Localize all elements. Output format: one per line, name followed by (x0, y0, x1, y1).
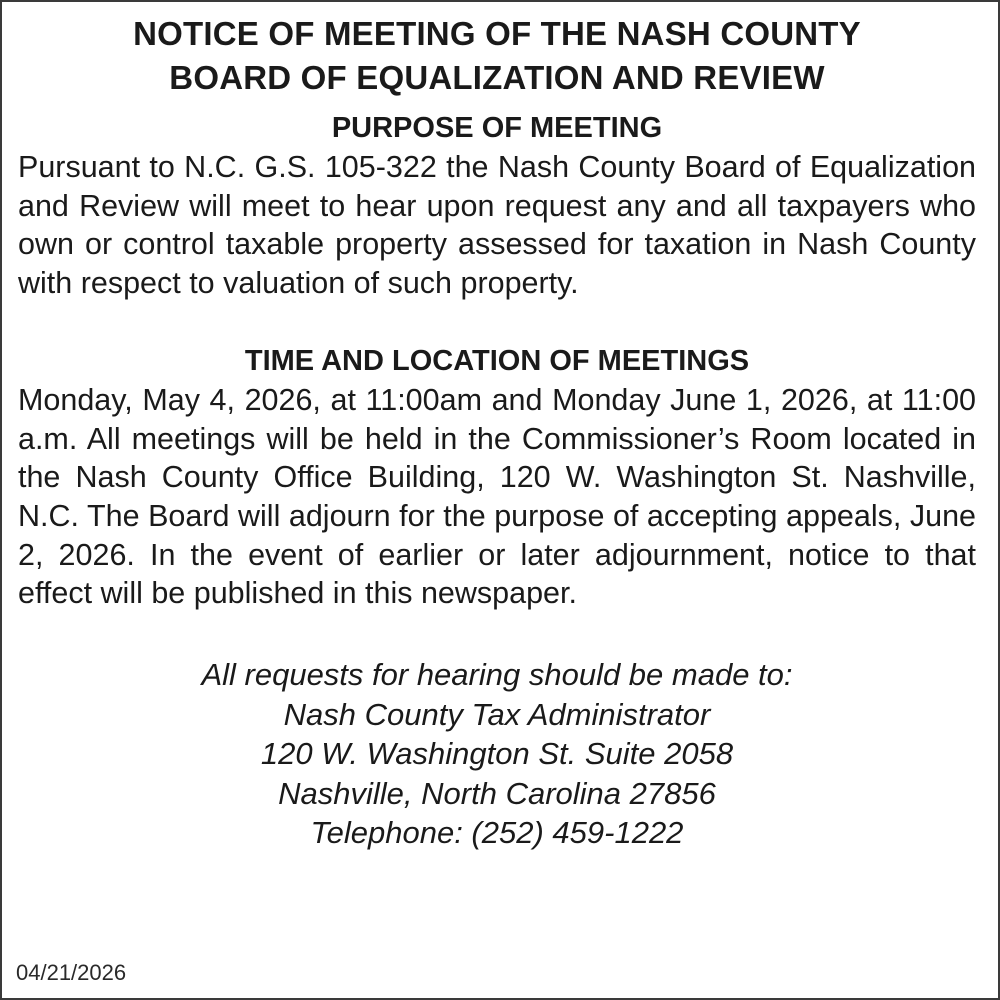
notice-title-line-1: NOTICE OF MEETING OF THE NASH COUNTY (133, 15, 861, 52)
notice-title (18, 12, 976, 100)
contact-city-state-zip: Nashville, North Carolina 27856 (278, 775, 716, 811)
contact-telephone: Telephone: (252) 459-1222 (310, 815, 684, 851)
publication-date: 04/21/2026 (16, 960, 127, 985)
purpose-paragraph: Pursuant to N.C. G.S. 105-322 the Nash County Board of Equalization and Review will meet to hear upon request any and all taxpayers who own or control taxable property assessed for taxation in Nash County with respect to valuation of such property. (18, 150, 976, 301)
contact-intro: All requests for hearing should be made to: (201, 657, 793, 693)
contact-block (18, 655, 976, 853)
time-location-heading: TIME AND LOCATION OF MEETINGS (244, 344, 750, 377)
notice-title-line-2: BOARD OF EQUALIZATION AND REVIEW (169, 59, 825, 96)
time-location-paragraph: Monday, May 4, 2026, at 11:00am and Monday June 1, 2026, at 11:00 a.m. All meetings will be held in the Commissioner’s Room located in the Nash County Office Building, 120 W. Washington St. Nashville, N.C. The Board will adjourn for the purpose of accepting appeals, June 2, 2026. In the event of earlier or later adjournment, notice to that effect will be published in this newspaper. (18, 382, 976, 611)
purpose-heading: PURPOSE OF MEETING (331, 112, 663, 144)
contact-office: Nash County Tax Administrator (283, 696, 711, 732)
contact-street-address: 120 W. Washington St. Suite 2058 (260, 736, 734, 772)
